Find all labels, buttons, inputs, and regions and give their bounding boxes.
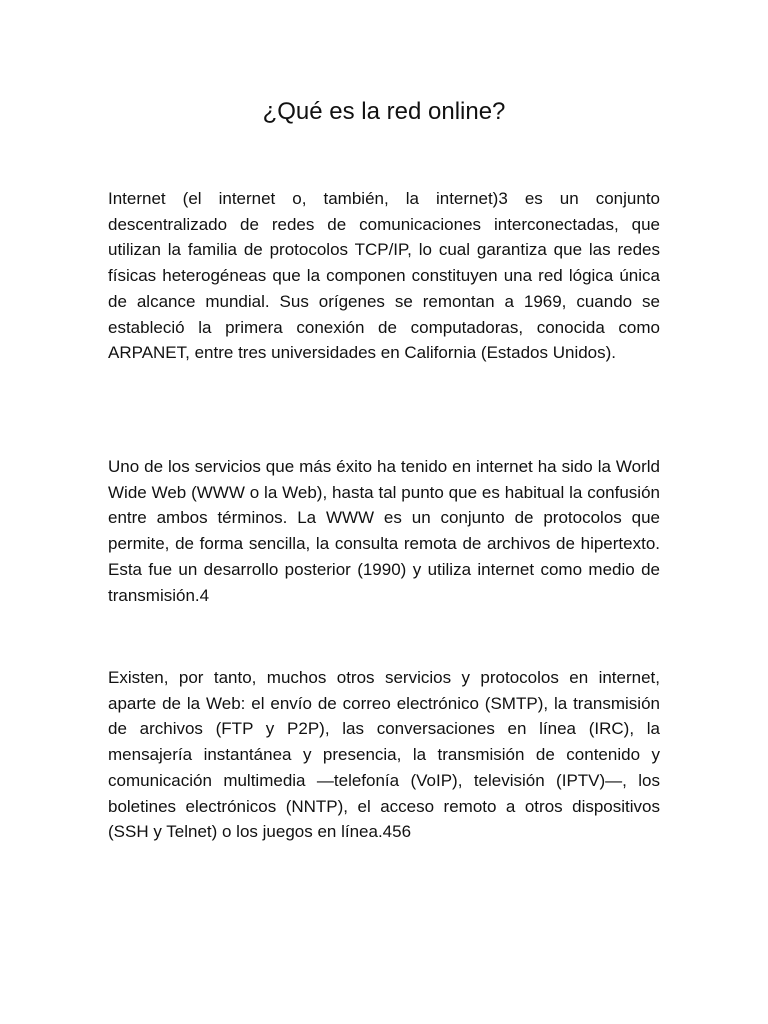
paragraph-other-services: Existen, por tanto, muchos otros servicios y protocolos en internet, aparte de la Web: el envío de correo electrónico (SMTP), la transmisión de archivos (FTP y P2P), las conversaciones en línea (IRC), la mensajería instantánea y presencia, la transmisión de contenido y comunicación multimedia —telefonía (VoIP), televisión (IPTV)—, los boletines electrónicos (NNTP), el acceso remoto a otros dispositivos (SSH y Telnet) o los juegos en línea.456	[108, 668, 660, 842]
paragraph-world-wide-web: Uno de los servicios que más éxito ha tenido en internet ha sido la World Wide Web (WWW o la Web), hasta tal punto que es habitual la confusión entre ambos términos. La WWW es un conjunto de protocolos que permite, de forma sencilla, la consulta remota de archivos de hipertexto. Esta fue un desarrollo posterior (1990) y utiliza internet como medio de transmisión.4	[108, 457, 660, 605]
paragraph-internet-definition: Internet (el internet o, también, la internet)3 es un conjunto descentralizado de redes de comunicaciones interconectadas, que utilizan la familia de protocolos TCP/IP, lo cual garantiza que las redes físicas heterogéneas que la componen constituyen una red lógica única de alcance mundial. Sus orígenes se remontan a 1969, cuando se estableció la primera conexión de computadoras, conocida como ARPANET, entre tres universidades en California (Estados Unidos).	[108, 189, 660, 363]
page-title: ¿Qué es la red online?	[262, 98, 506, 125]
